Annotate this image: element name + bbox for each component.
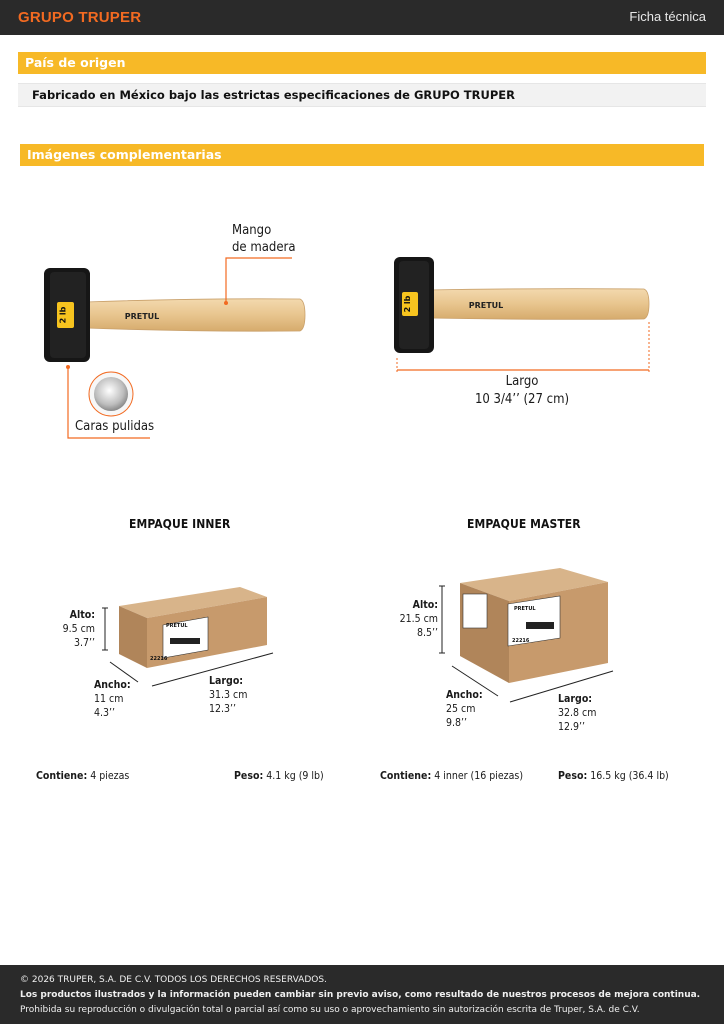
length-title: Largo — [505, 374, 539, 389]
master-ancho-label: Ancho: — [446, 689, 483, 701]
handle-brand-print: PRETUL — [468, 301, 504, 310]
svg-text:PRETUL: PRETUL — [514, 606, 536, 612]
master-largo-cm: 32.8 cm — [558, 707, 597, 719]
document-type: Ficha técnica — [629, 9, 706, 24]
inner-contents — [36, 769, 129, 783]
inner-weight — [234, 769, 324, 783]
master-ancho-in: 9.8’’ — [446, 717, 468, 729]
wooden-handle — [428, 289, 649, 320]
inner-ancho-cm: 11 cm — [94, 693, 124, 705]
weight-print: 2 lb — [58, 306, 68, 324]
inner-contents-label: Contiene: — [36, 770, 88, 782]
master-contents-label: Contiene: — [380, 770, 432, 782]
origin-text: Fabricado en México bajo las estrictas especificaciones de GRUPO TRUPER — [18, 83, 706, 107]
master-weight — [558, 769, 669, 783]
inner-alto-cm: 9.5 cm — [62, 623, 95, 635]
top-header-bar — [0, 0, 724, 35]
inner-largo-in: 12.3’’ — [209, 703, 237, 715]
footer-copyright: © 2026 TRUPER, S.A. DE C.V. TODOS LOS DERECHOS RESERVADOS. — [20, 975, 327, 985]
inner-largo-label: Largo: — [209, 675, 244, 687]
images-section-title: Imágenes complementarias — [20, 144, 704, 166]
master-weight-value: 16.5 kg (36.4 lb) — [590, 770, 669, 782]
inner-alto-in: 3.7’’ — [73, 637, 95, 649]
master-weight-label: Peso: — [558, 770, 588, 782]
inner-weight-label: Peso: — [234, 770, 264, 782]
footer — [0, 965, 724, 1024]
handle-callout-line2: de madera — [232, 240, 296, 255]
master-contents — [380, 769, 523, 783]
master-ancho-cm: 25 cm — [446, 703, 476, 715]
footer-disclaimer: Los productos ilustrados y la información pueden cambiar sin previo aviso, como resultado de nuestros procesos de mejora continua. — [20, 990, 701, 1000]
length-value: 10 3/4’’ (27 cm) — [474, 392, 570, 407]
footer-prohibition: Prohibida su reproducción o divulgación total o parcial así como su uso o aprovechamiento sin autorización escrita de Truper, S.A. de C.V. — [20, 1005, 640, 1015]
master-alto-cm: 21.5 cm — [399, 613, 438, 625]
inner-ancho-label: Ancho: — [94, 679, 131, 691]
master-contents-value: 4 inner (16 piezas) — [434, 770, 524, 782]
handle-callout-line1: Mango — [232, 223, 272, 238]
box-code: 22216 — [150, 656, 168, 662]
faces-callout-label: Caras pulidas — [75, 419, 155, 434]
inner-ancho-in: 4.3’’ — [94, 707, 116, 719]
inner-contents-value: 4 piezas — [90, 770, 130, 782]
master-alto-in: 8.5’’ — [416, 627, 438, 639]
weight-print: 2 lb — [403, 295, 412, 313]
inner-weight-value: 4.1 kg (9 lb) — [266, 770, 324, 782]
svg-text:PRETUL: PRETUL — [166, 623, 188, 629]
polished-face-detail — [94, 377, 128, 411]
origin-section-title: País de origen — [18, 52, 706, 74]
master-largo-label: Largo: — [558, 693, 593, 705]
inner-alto-label: Alto: — [69, 609, 95, 621]
wooden-handle — [86, 299, 305, 331]
hammer-left-illustration — [0, 180, 362, 450]
master-largo-in: 12.9’’ — [558, 721, 586, 733]
master-alto-label: Alto: — [412, 599, 438, 611]
box-code: 22216 — [512, 638, 530, 644]
handle-callout-line — [226, 258, 292, 303]
master-pack-title: EMPAQUE MASTER — [467, 517, 581, 531]
inner-pack-title: EMPAQUE INNER — [129, 517, 231, 531]
handle-brand-print: PRETUL — [124, 312, 160, 321]
brand-logo: GRUPO TRUPER — [18, 9, 142, 26]
inner-largo-cm: 31.3 cm — [209, 689, 248, 701]
inner-box-illustration — [90, 580, 290, 690]
